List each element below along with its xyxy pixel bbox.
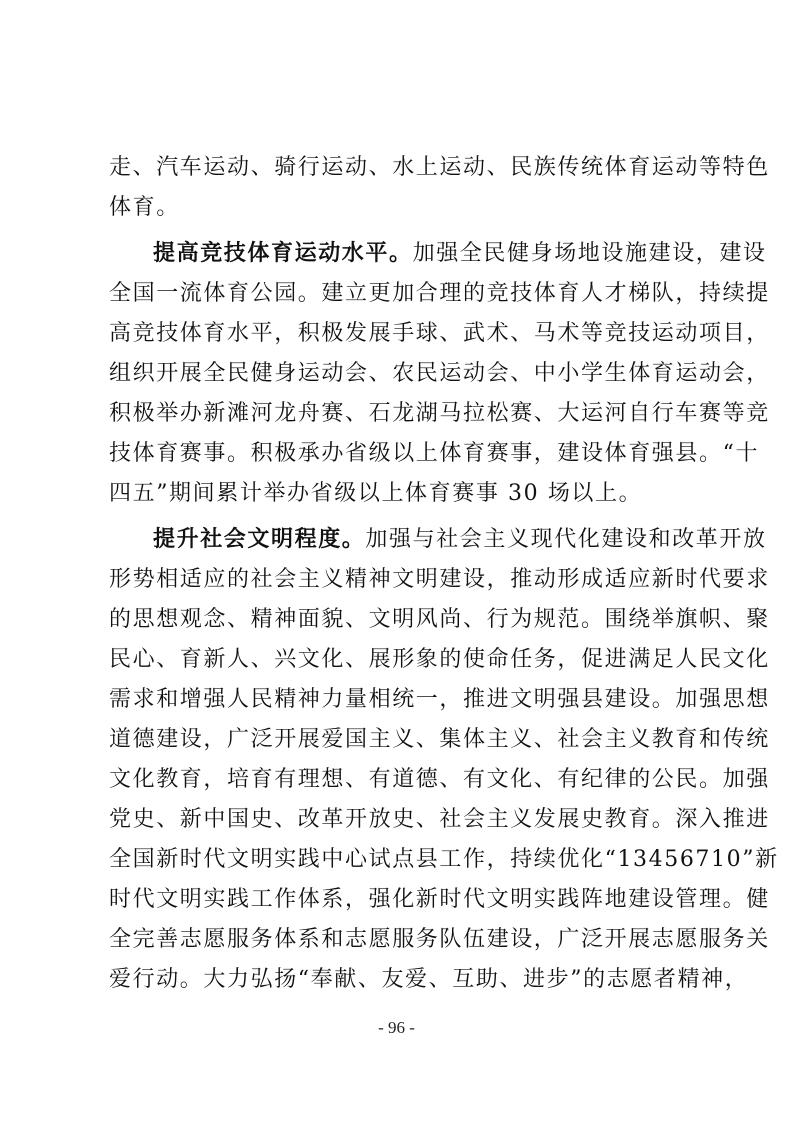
paragraph-text: 加强与社会主义现代化建设和改革开放	[365, 527, 767, 552]
paragraph-line: 全国一流体育公园。建立更加合理的竞技体育人才梯队，持续提	[109, 281, 770, 306]
paragraph-heading: 提升社会文明程度。	[153, 527, 366, 552]
paragraph-heading: 提高竞技体育运动水平。	[153, 241, 413, 266]
paragraph-line: 组织开展全民健身运动会、农民运动会、中小学生体育运动会，	[109, 361, 770, 386]
body-text	[109, 148, 779, 1000]
paragraph-first-line	[109, 234, 767, 274]
paragraph-line: 全完善志愿服务体系和志愿服务队伍建设，广泛开展志愿服务关	[109, 927, 770, 952]
page-number: - 96 -	[378, 1018, 415, 1037]
paragraph-line: 高竞技体育水平，积极发展手球、武术、马术等竞技运动项目，	[109, 321, 770, 346]
paragraph-line: 道德建设，广泛开展爱国主义、集体主义、社会主义教育和传统	[109, 727, 770, 752]
paragraph-line: 走、汽车运动、骑行运动、水上运动、民族传统体育运动等特色	[109, 155, 770, 180]
paragraph-line: 需求和增强人民精神力量相统一，推进文明强县建设。加强思想	[109, 687, 770, 712]
paragraph-line: 党史、新中国史、改革开放史、社会主义发展史教育。深入推进	[109, 807, 770, 832]
paragraph-text: 加强全民健身场地设施建设，建设	[412, 241, 767, 266]
paragraph-line: 四五”期间累计举办省级以上体育赛事 30 场以上。	[109, 481, 643, 506]
paragraph-line: 形势相适应的社会主义精神文明建设，推动形成适应新时代要求	[109, 567, 770, 592]
paragraph-line: 爱行动。大力弘扬“奉献、友爱、互助、进步”的志愿者精神，	[109, 967, 749, 992]
paragraph-line: 技体育赛事。积极承办省级以上体育赛事，建设体育强县。“十	[109, 441, 760, 466]
paragraph-line: 体育。	[109, 195, 180, 220]
paragraph-first-line	[109, 520, 767, 560]
paragraph-line: 积极举办新滩河龙舟赛、石龙湖马拉松赛、大运河自行车赛等竞	[109, 401, 770, 426]
paragraph-line: 时代文明实践工作体系，强化新时代文明实践阵地建设管理。健	[109, 887, 770, 912]
paragraph-line: 民心、育新人、兴文化、展形象的使命任务，促进满足人民文化	[109, 647, 770, 672]
paragraph-line: 全国新时代文明实践中心试点县工作，持续优化“13456710”新	[109, 847, 779, 872]
paragraph-line: 的思想观念、精神面貌、文明风尚、行为规范。围绕举旗帜、聚	[109, 607, 770, 632]
paragraph-line: 文化教育，培育有理想、有道德、有文化、有纪律的公民。加强	[109, 767, 770, 792]
